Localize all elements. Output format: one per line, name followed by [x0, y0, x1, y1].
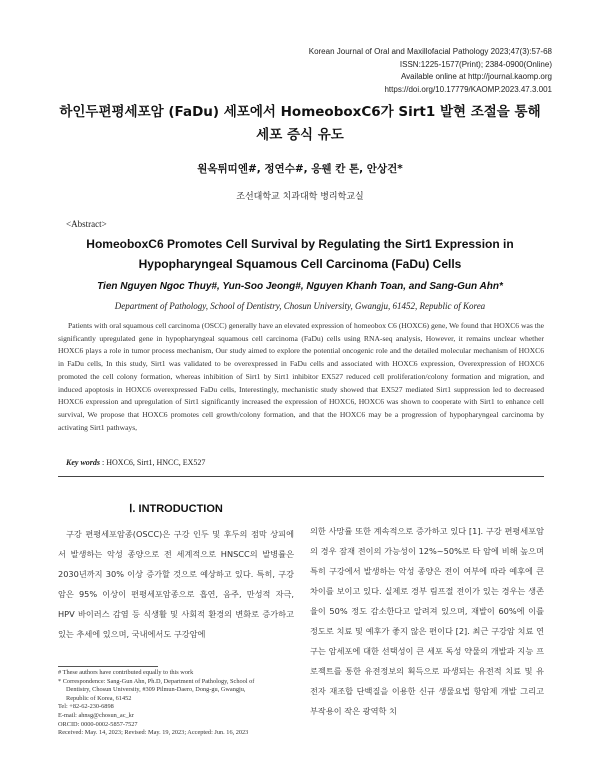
- english-authors: Tien Nguyen Ngoc Thuy#, Yun-Soo Jeong#, Nguyen Khanh Toan, and Sang-Gun Ahn*: [97, 281, 503, 292]
- journal-issn: ISSN:1225-1577(Print); 2384-0900(Online): [399, 59, 552, 69]
- journal-url: Available online at http://journal.kaomp.org: [400, 72, 552, 81]
- korean-affiliation: 조선대학교 치과대학 병리학교실: [236, 192, 364, 202]
- section-heading-introduction: Ⅰ. INTRODUCTION: [129, 503, 223, 515]
- english-title-line1: HomeoboxC6 Promotes Cell Survival by Regulating the Sirt1 Expression in: [86, 237, 514, 251]
- keywords-divider: [58, 476, 544, 477]
- english-affiliation: Department of Pathology, School of Dentistry, Chosun University, Gwangju, 61452, Republic of Korea: [114, 301, 486, 311]
- footnote-equal-contribution: # These authors have contributed equally to this work: [58, 669, 194, 676]
- journal-citation: Korean Journal of Oral and Maxillofacial Pathology 2023;47(3):57-68: [308, 47, 552, 56]
- journal-header: [309, 46, 552, 96]
- footnote-address-1: Dentistry, Chosun University, #309 Pilmun-Daero, Dong-gu, Gwangju,: [66, 686, 246, 694]
- korean-title: [40, 101, 560, 147]
- keywords: [66, 458, 205, 467]
- english-title-line2: Hypopharyngeal Squamous Cell Carcinoma (FaDu) Cells: [138, 257, 462, 271]
- abstract-label: <Abstract>: [66, 219, 107, 229]
- footnote-orcid: ORCID: 0000-0002-5857-7527: [58, 720, 138, 728]
- footnote-dates: Received: May. 14, 2023; Revised: May. 19, 2023; Accepted: Jun. 16, 2023: [58, 729, 249, 737]
- footnote-correspondence: * Correspondence: Sang-Gun Ahn, Ph.D, Department of Pathology, School of: [58, 677, 255, 685]
- introduction-left-column: 구강 편평세포암종(OSCC)은 구강 인두 및 후두의 점막 상피에서 발생하는 악성 종양으로 전 세계적으로 HNSCC의 발병률은 2030년까지 30% 이상 증가할 것으로 예상하고 있다. 특히, 구강암은 95% 이상이 편평세포암종으로 흡연, 음주, 만성적 자극, HPV 바이러스 감염 등 식생활 및 사회적 환경의 변화로 증가하고 있는 추세에 있으며, 국내에서도 구강암에: [58, 529, 294, 639]
- footnote-tel: Tel: +82-62-230-6898: [58, 703, 114, 711]
- journal-doi: https://doi.org/10.17779/KAOMP.2023.47.3.001: [384, 84, 552, 94]
- keywords-label: Key words: [66, 458, 100, 467]
- korean-title-line2: 세포 증식 유도: [256, 127, 344, 143]
- footnotes: [58, 669, 294, 738]
- korean-authors: 원옥튀띠엔#, 정연수#, 응웬 칸 톤, 안상건*: [197, 163, 403, 175]
- keywords-value: HOXC6, Sirt1, HNCC, EX527: [106, 458, 206, 467]
- korean-title-line1: 하인두편평세포암 (FaDu) 세포에서 HomeoboxC6가 Sirt1 발현 조절을 통해: [59, 104, 541, 120]
- footnote-email: E-mail: ahnsg@chosun_ac_kr: [58, 711, 134, 719]
- abstract-body: Patients with oral squamous cell carcinoma (OSCC) generally have an elevated expression of homeobox C6 (HOXC6) gene, We found that HOXC6 was the significantly upregulated gene in hypopharyngeal squamous cell carcinoma (FaDu) cells using RNA-seq analysis, However, it remains unclear whether HOXC6 plays a role in tumor process mechanism, Our study aimed to explore the potential oncogenic role and the detailed molecular mechanism of HOXC6 in FaDu cells, In this study, Sirt1 was validated to be overexpressed in FaDu cells and associated with HOXC6 expression, Overexpression of HOXC6 promoted the cell colony formation, whereas inhibition of Sirt1 by Sirt1 inhibitor EX527 reduced cell proliferation/colony formation and migration, and induced apoptosis in HOXC6 overexpressed FaDu cells, Interestingly, mechanistic study showed that EX527 mediated Sirt1 suppression led to decreased HOXC6 expression and upregulation of Sirt1 significantly increased the expression of HOXC6, HOXC6 was shown to cooperate with Sirt1 to enhance cell survival, We propose that HOXC6 promotes cell growth/colony formation, and that the HOXC6 may be a progression of hypopharyngeal carcinoma by activating Sirt1 pathways,: [58, 321, 544, 432]
- keywords-separator: :: [100, 458, 107, 467]
- english-title: [40, 234, 560, 274]
- footnote-address-2: Republic of Korea, 61452: [66, 694, 132, 702]
- introduction-right-column: 의한 사망률 또한 계속적으로 증가하고 있다 [1]. 구강 편평세포암의 경우 잠재 전이의 가능성이 12%~50%로 타 암에 비해 높으며 특히 구강에서 발생하는 악성 종양은 전이 여부에 따라 예후에 큰 차이를 보이고 있다. 실제로 경부 림프절 전이가 있는 경우는 생존율이 50% 정도 감소한다고 알려져 있으며, 재발이 60%에 이를 정도로 치료 및 예후가 좋지 않은 편이다 [2]. 최근 구강암 치료 연구는 암세포에 대한 선택성이 큰 세포 독성 약물의 개발과 지능 프로젝트를 통한 유전정보의 획득으로 파생되는 유전적 치료 및 유전자 재조합 단백질을 이용한 신규 생물요법 항암제 개발 그리고 부작용이 작은 광역학 치: [310, 526, 544, 716]
- footnote-divider: [58, 666, 158, 667]
